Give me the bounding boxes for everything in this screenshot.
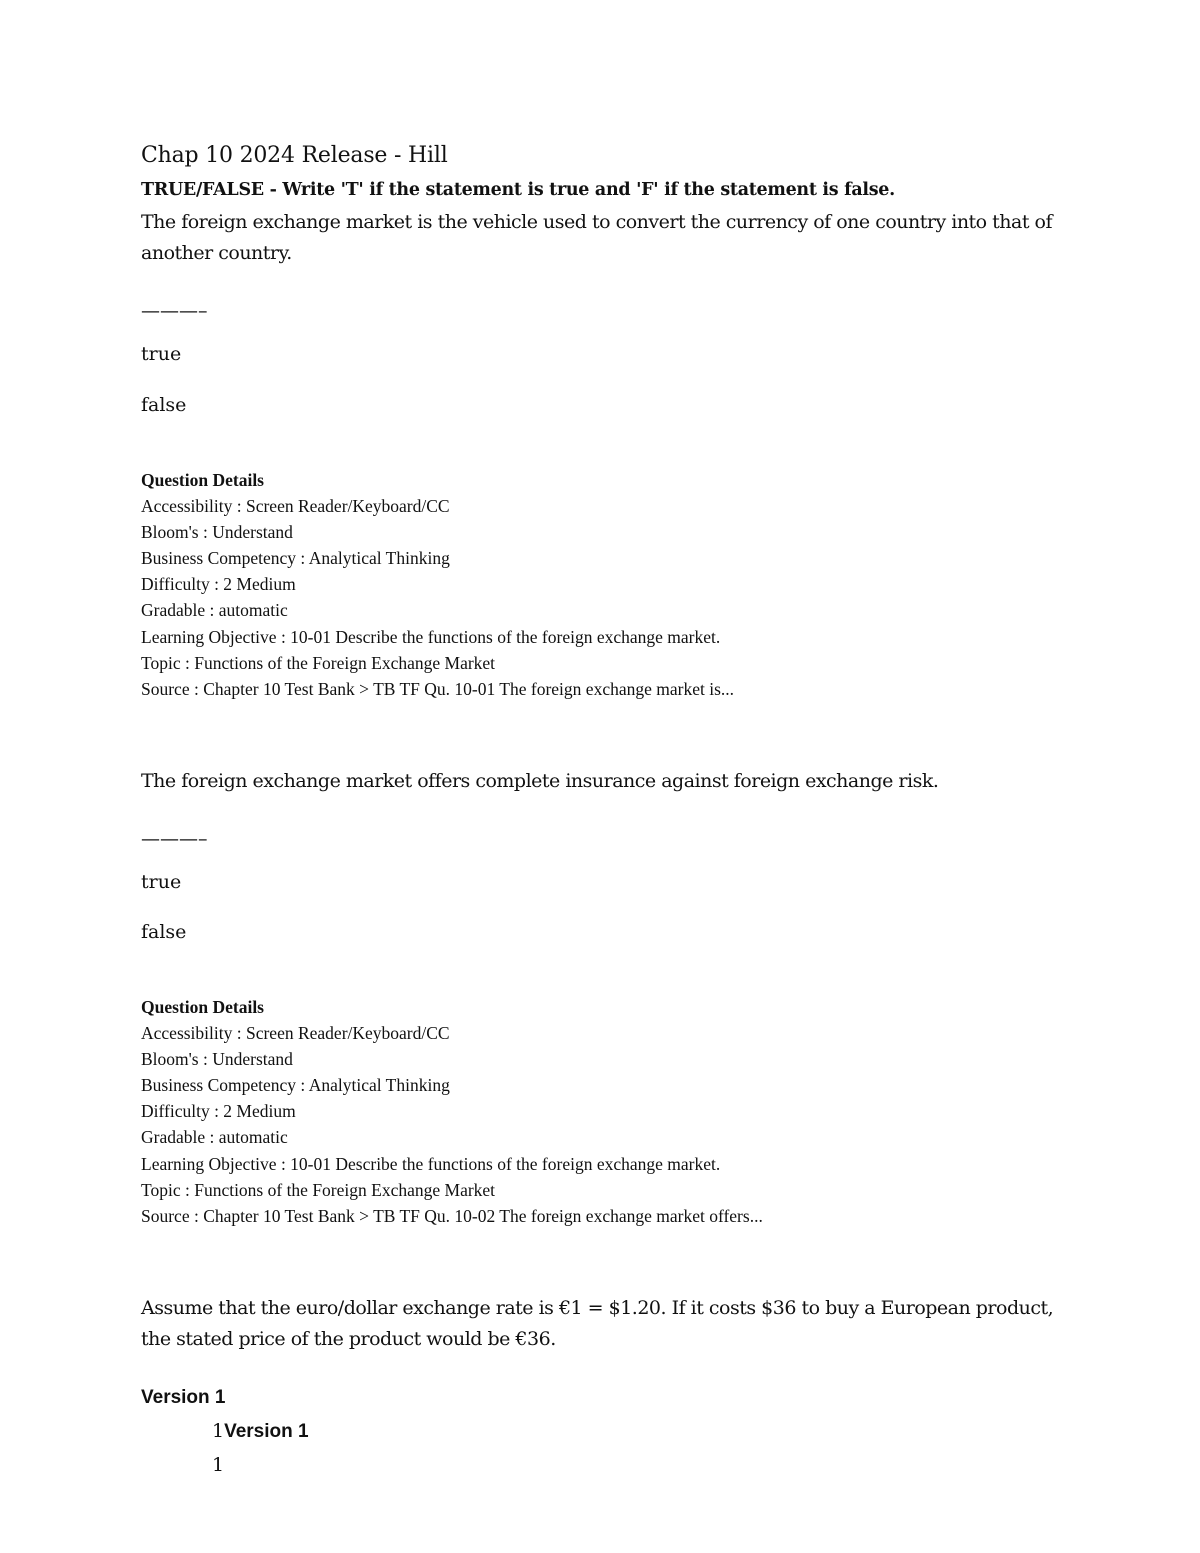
question-2-details <box>141 994 763 1229</box>
detail-learning-objective: Learning Objective : 10-01 Describe the functions of the foreign exchange market. <box>141 1153 721 1174</box>
question-2-stem: The foreign exchange market offers complete insurance against foreign exchange risk. <box>141 770 939 792</box>
question-1-answer-blank: ———– <box>141 300 208 322</box>
version-sub-label: Version 1 <box>224 1421 309 1442</box>
question-1-choice-true: true <box>141 343 182 365</box>
detail-difficulty: Difficulty : 2 Medium <box>141 1101 296 1122</box>
detail-learning-objective: Learning Objective : 10-01 Describe the functions of the foreign exchange market. <box>141 626 721 647</box>
version-sub-number: 1 <box>212 1420 225 1442</box>
version-subheading <box>212 1420 309 1443</box>
detail-topic: Topic : Functions of the Foreign Exchange Market <box>141 652 496 673</box>
detail-gradable: Gradable : automatic <box>141 1127 288 1148</box>
question-details-heading: Question Details <box>141 470 264 490</box>
question-2-choice-false: false <box>141 921 187 943</box>
section-instructions: TRUE/FALSE - Write 'T' if the statement is true and 'F' if the statement is false. <box>141 180 895 200</box>
version-number: 1 <box>212 1454 225 1476</box>
question-2-choice-true: true <box>141 871 182 893</box>
question-details-heading: Question Details <box>141 997 264 1017</box>
detail-accessibility: Accessibility : Screen Reader/Keyboard/CC <box>141 1023 450 1044</box>
detail-gradable: Gradable : automatic <box>141 600 288 621</box>
detail-accessibility: Accessibility : Screen Reader/Keyboard/CC <box>141 496 450 517</box>
detail-blooms: Bloom's : Understand <box>141 1049 293 1070</box>
detail-blooms: Bloom's : Understand <box>141 522 293 543</box>
question-1-details <box>141 467 734 702</box>
question-2-answer-blank: ———– <box>141 828 208 850</box>
detail-topic: Topic : Functions of the Foreign Exchange Market <box>141 1179 496 1200</box>
detail-source: Source : Chapter 10 Test Bank > TB TF Qu. 10-02 The foreign exchange market offers... <box>141 1205 763 1226</box>
question-1-choice-false: false <box>141 394 187 416</box>
question-1-stem: The foreign exchange market is the vehicle used to convert the currency of one country into that of another country. <box>141 211 1053 264</box>
question-3-stem: Assume that the euro/dollar exchange rate is €1 = $1.20. If it costs $36 to buy a European product, the stated price of the product would be €36. <box>141 1297 1054 1350</box>
detail-business-competency: Business Competency : Analytical Thinking <box>141 548 450 569</box>
detail-source: Source : Chapter 10 Test Bank > TB TF Qu. 10-01 The foreign exchange market is... <box>141 678 735 699</box>
detail-business-competency: Business Competency : Analytical Thinking <box>141 1075 450 1096</box>
detail-difficulty: Difficulty : 2 Medium <box>141 574 296 595</box>
version-heading: Version 1 <box>141 1387 226 1408</box>
document-title: Chap 10 2024 Release - Hill <box>141 143 448 168</box>
